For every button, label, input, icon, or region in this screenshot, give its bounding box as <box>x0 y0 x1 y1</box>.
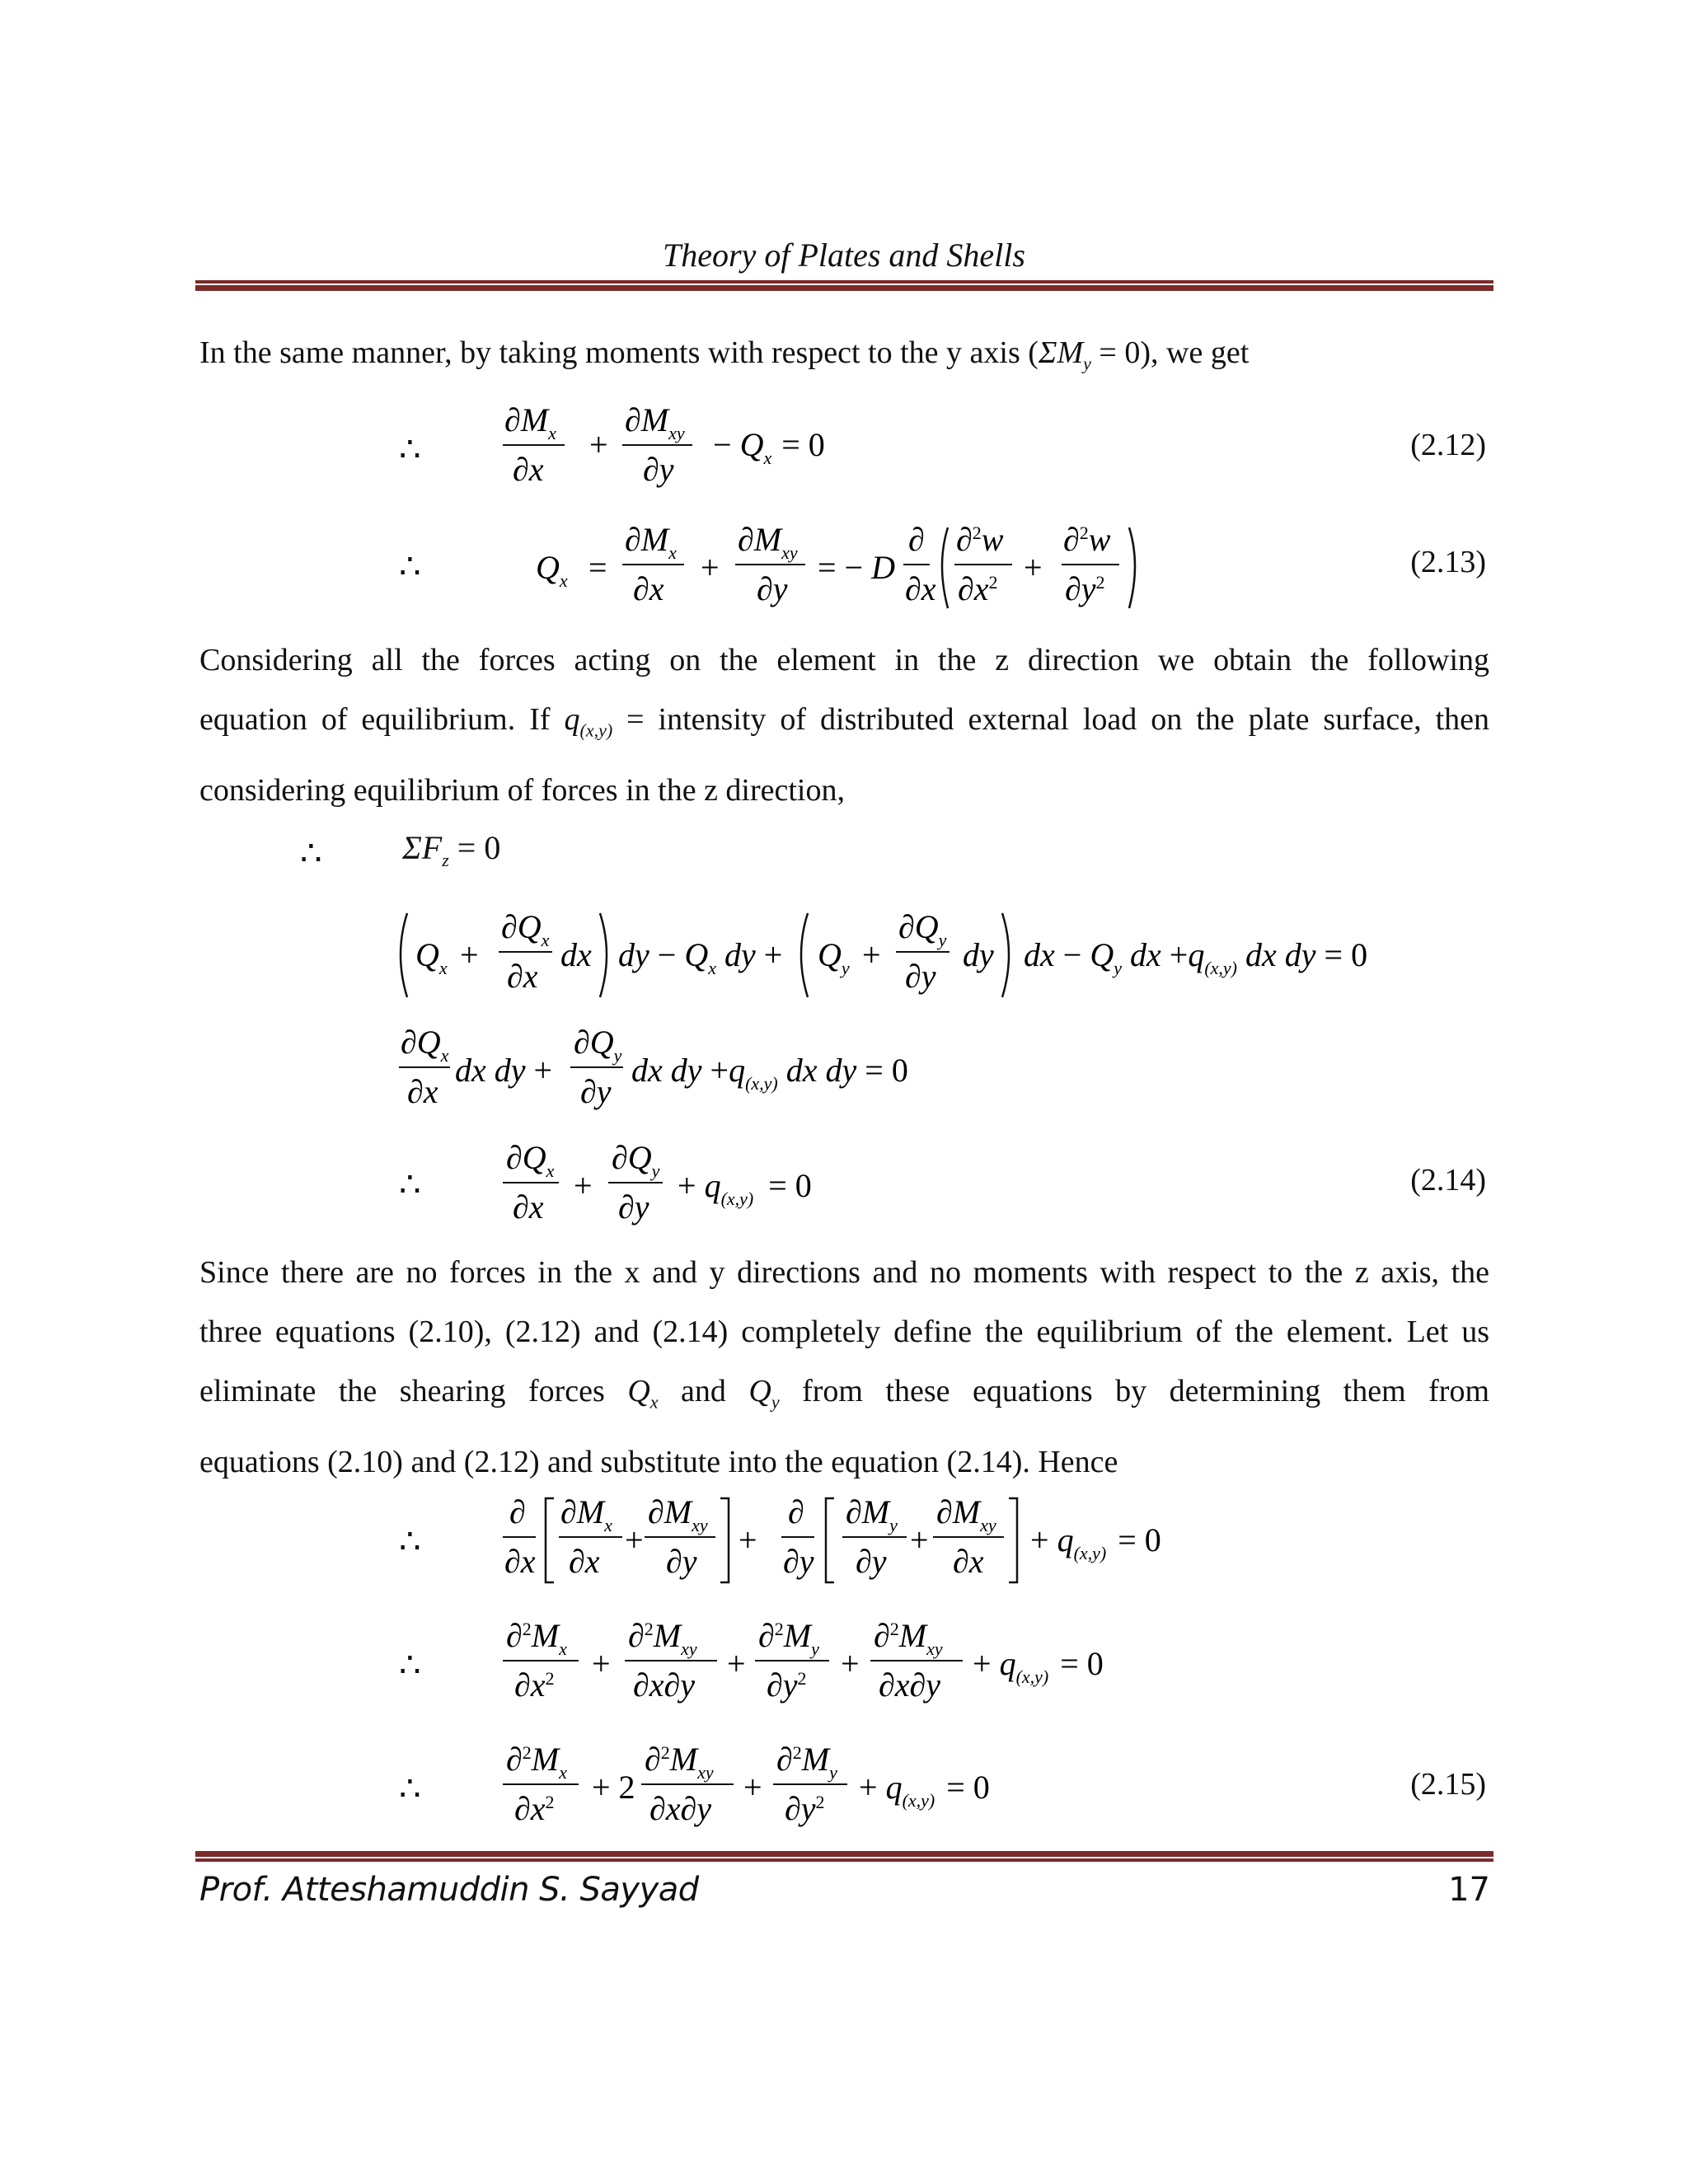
svg-text:∂Qx: $\partial Q_x$ <box>501 908 550 950</box>
svg-text:dx − Qy dx +q(x,y) dx dy = 0: dx − $Q_y$ dx $+q_{(x,y)}$ dx dy = 0 <box>1024 936 1368 978</box>
svg-text:∂2w: ∂$^2$w <box>956 521 1004 558</box>
svg-text:∂y: ∂y <box>856 1543 887 1580</box>
svg-text:+: + <box>592 1645 611 1682</box>
svg-text:∂: ∂ <box>788 1493 804 1530</box>
therefore-symbol: ∴ <box>399 548 421 586</box>
svg-text:∂x: ∂x <box>504 1543 536 1580</box>
svg-text:∂y: ∂y <box>580 1073 612 1110</box>
svg-text:∂Mxy: $\partial M_{xy}$ <box>648 1493 708 1535</box>
footer-author: Prof. Atteshamuddin S. Sayyad <box>199 1871 699 1909</box>
sum-fz-sub: z <box>442 850 449 870</box>
svg-text:∂x: ∂x <box>953 1543 984 1580</box>
svg-text:∂x: ∂x <box>569 1543 600 1580</box>
header-rule-thick <box>195 285 1493 291</box>
paragraph-moments-y <box>199 323 1489 394</box>
svg-text:∂2Mx: $\partial^2M_x$ <box>506 1741 567 1783</box>
sum-my: ΣM <box>1038 335 1084 370</box>
equation-number: (2.14) <box>1410 1163 1486 1197</box>
svg-text:∂x: ∂x <box>513 1188 544 1226</box>
svg-text:∂y: ∂y <box>905 958 936 995</box>
shear-qy: $Q_y$ <box>748 1374 780 1413</box>
equation-z-equilibrium-expanded <box>396 907 1409 1005</box>
svg-text:∂x2: $\partial x^2$ <box>514 1790 555 1827</box>
svg-text:+: + <box>589 426 608 463</box>
header-title: Theory of Plates and Shells <box>663 237 1025 274</box>
svg-text:Qx: $Q_x$ <box>536 549 568 591</box>
page-number: 17 <box>1448 1871 1490 1909</box>
svg-text:Qy: $Q_y$ <box>818 936 850 978</box>
svg-text:dx dy +: dx dy + <box>455 1052 553 1089</box>
svg-text:+: + <box>862 936 881 973</box>
paragraph-text: equation of equilibrium. If <box>199 702 551 737</box>
svg-text:∂Mx: $\partial M_x$ <box>504 401 556 443</box>
svg-text:+ 2: + 2 <box>592 1769 635 1806</box>
therefore-symbol: ∴ <box>300 835 322 873</box>
svg-text:∂y2: $\partial y^2$ <box>1065 570 1105 607</box>
paragraph-line <box>199 1361 1489 1421</box>
equation-2-13 <box>536 519 1162 618</box>
svg-text:+ q(x,y)= 0: + $q_{(x,y)} = 0$ <box>1030 1521 1161 1563</box>
svg-text:∂2My: $\partial^2M_y$ <box>776 1741 837 1783</box>
svg-text:∂y: ∂y <box>666 1543 697 1580</box>
svg-text:∂: ∂ <box>908 521 925 558</box>
therefore-symbol: ∴ <box>399 431 421 469</box>
svg-text:+: + <box>910 1521 929 1558</box>
svg-text:∂Qx: $\partial Q_x$ <box>401 1024 449 1066</box>
svg-text:∂Mxy: $\partial M_{xy}$ <box>625 401 685 443</box>
svg-text:+ q(x,y)= 0: + $q_{(x,y)} = 0$ <box>678 1167 812 1209</box>
svg-text:∂y: ∂y <box>783 1543 814 1580</box>
paragraph-text: = intensity of distributed external load on the plate surface, then <box>626 702 1490 737</box>
paragraph-text: eliminate the shearing forces <box>199 1374 605 1408</box>
therefore-symbol: ∴ <box>399 1523 421 1561</box>
svg-text:+: + <box>841 1645 860 1682</box>
svg-text:dx: dx <box>560 936 592 973</box>
svg-text:∂y: ∂y <box>618 1188 649 1226</box>
svg-text:+: + <box>574 1167 593 1204</box>
svg-text:∂x: ∂x <box>633 570 664 607</box>
svg-text:− Qx= 0: − $Q_x = 0$ <box>713 426 825 468</box>
svg-text:∂x∂y: ∂x∂y <box>633 1666 696 1704</box>
paragraph-line: three equations (2.10), (2.12) and (2.14) completely define the equilibrium of the element. Let us <box>199 1315 1489 1349</box>
load-symbol-sub: (x,y) <box>579 719 613 741</box>
sum-fz-equation <box>402 828 500 871</box>
equation-2-14 <box>503 1137 898 1236</box>
sum-fz: ΣF <box>402 829 443 866</box>
paragraph-line: equations (2.10) and (2.12) and substitute into the equation (2.14). Hence <box>199 1445 1118 1479</box>
svg-text:∂x∂y: ∂x∂y <box>649 1790 712 1827</box>
svg-text:∂y: ∂y <box>757 570 788 607</box>
svg-text:dx dy +q(x,y) dx dy = 0: dx dy $+q_{(x,y)}$ dx dy = 0 <box>631 1052 908 1094</box>
paragraph-line: considering equilibrium of forces in the z direction, <box>199 773 845 808</box>
paragraph-text: from these equations by determining them from <box>802 1374 1490 1408</box>
svg-text:∂Mxy: $\partial M_{xy}$ <box>936 1493 996 1535</box>
svg-text:∂2Mx: $\partial^2M_x$ <box>506 1617 567 1659</box>
svg-text:∂y: ∂y <box>643 451 674 488</box>
svg-text:+: + <box>1024 549 1043 586</box>
paragraph-text: In the same manner, by taking moments with respect to the y axis ( <box>199 335 1039 370</box>
equation-number: (2.12) <box>1410 428 1486 462</box>
svg-text:∂x2: $\partial x^2$ <box>514 1666 555 1704</box>
svg-text:∂x: ∂x <box>905 570 936 607</box>
paragraph-text: and <box>681 1374 726 1408</box>
paragraph-line <box>199 690 1489 749</box>
svg-text:∂Qy: $\partial Q_y$ <box>574 1024 622 1066</box>
svg-text:= − D: = − D <box>818 549 896 586</box>
paragraph-text: ), we get <box>1140 335 1250 370</box>
therefore-symbol: ∴ <box>399 1647 421 1685</box>
paragraph-line: Considering all the forces acting on the element in the z direction we obtain the following <box>199 643 1489 677</box>
svg-text:+: + <box>727 1645 746 1682</box>
sum-my-eq: = 0 <box>1090 335 1141 370</box>
svg-text:dy − Qx dy +: dy − $Q_x$ dy + <box>618 936 783 978</box>
svg-text:∂x: ∂x <box>407 1073 438 1110</box>
svg-text:Qx: $Q_x$ <box>415 936 448 978</box>
footer-rule <box>195 1858 1493 1862</box>
shear-qx: $Q_x$ <box>627 1374 659 1413</box>
header-rule <box>195 280 1493 284</box>
svg-text:=: = <box>588 549 607 586</box>
svg-text:∂x2: $\partial x^2$ <box>958 570 998 607</box>
svg-text:dy: dy <box>963 936 994 973</box>
svg-text:∂2Mxy: $\partial^2M_{xy}$ <box>874 1617 943 1659</box>
svg-text:∂Qy: $\partial Q_y$ <box>612 1139 660 1181</box>
svg-text:∂Mxy: $\partial M_{xy}$ <box>738 521 798 563</box>
svg-text:∂y2: $\partial y^2$ <box>785 1790 825 1827</box>
svg-text:∂x∂y: ∂x∂y <box>879 1666 941 1704</box>
equation-substituted <box>503 1492 1212 1591</box>
paragraph-line: Since there are no forces in the x and y directions and no moments with respect to the z axis, the <box>199 1255 1489 1290</box>
svg-text:∂Qy: $\partial Q_y$ <box>898 908 947 950</box>
svg-text:∂2w: ∂$^2$w <box>1063 521 1111 558</box>
svg-text:∂2Mxy: $\partial^2M_{xy}$ <box>645 1741 714 1783</box>
svg-text:∂2Mxy: $\partial^2M_{xy}$ <box>628 1617 697 1659</box>
therefore-symbol: ∴ <box>399 1770 421 1808</box>
svg-text:∂Qx: $\partial Q_x$ <box>506 1139 555 1181</box>
svg-text:∂: ∂ <box>509 1493 526 1530</box>
paragraph-eliminate-shear <box>199 1243 1489 1492</box>
svg-text:∂x: ∂x <box>513 451 544 488</box>
svg-text:+: + <box>701 549 720 586</box>
load-symbol: q <box>564 702 580 737</box>
svg-text:+ q(x,y)= 0: + $q_{(x,y)} = 0$ <box>973 1645 1104 1687</box>
svg-text:+: + <box>738 1521 757 1558</box>
therefore-symbol: ∴ <box>399 1166 421 1204</box>
svg-text:∂x: ∂x <box>507 958 538 995</box>
svg-text:+: + <box>460 936 479 973</box>
footer-rule-thick <box>195 1851 1493 1857</box>
paragraph-z-forces <box>199 630 1489 820</box>
svg-text:∂Mx: $\partial M_x$ <box>560 1493 612 1535</box>
svg-text:+: + <box>625 1521 644 1558</box>
equation-second-derivatives <box>503 1615 1162 1714</box>
sum-fz-eq: = 0 <box>457 829 501 866</box>
equation-2-12 <box>495 400 907 499</box>
equation-z-equilibrium-simplified <box>399 1022 992 1121</box>
svg-text:+: + <box>743 1769 762 1806</box>
equation-2-15 <box>503 1739 1047 1838</box>
svg-text:∂2My: $\partial^2M_y$ <box>758 1617 819 1659</box>
equation-number: (2.15) <box>1410 1767 1486 1802</box>
svg-text:∂My: $\partial M_y$ <box>846 1493 898 1535</box>
sum-my-sub: y <box>1083 353 1091 374</box>
svg-text:∂y2: $\partial y^2$ <box>767 1666 807 1704</box>
svg-text:+ q(x,y)= 0: + $q_{(x,y)} = 0$ <box>859 1769 990 1811</box>
svg-text:∂Mx: $\partial M_x$ <box>625 521 677 563</box>
equation-number: (2.13) <box>1410 545 1486 579</box>
